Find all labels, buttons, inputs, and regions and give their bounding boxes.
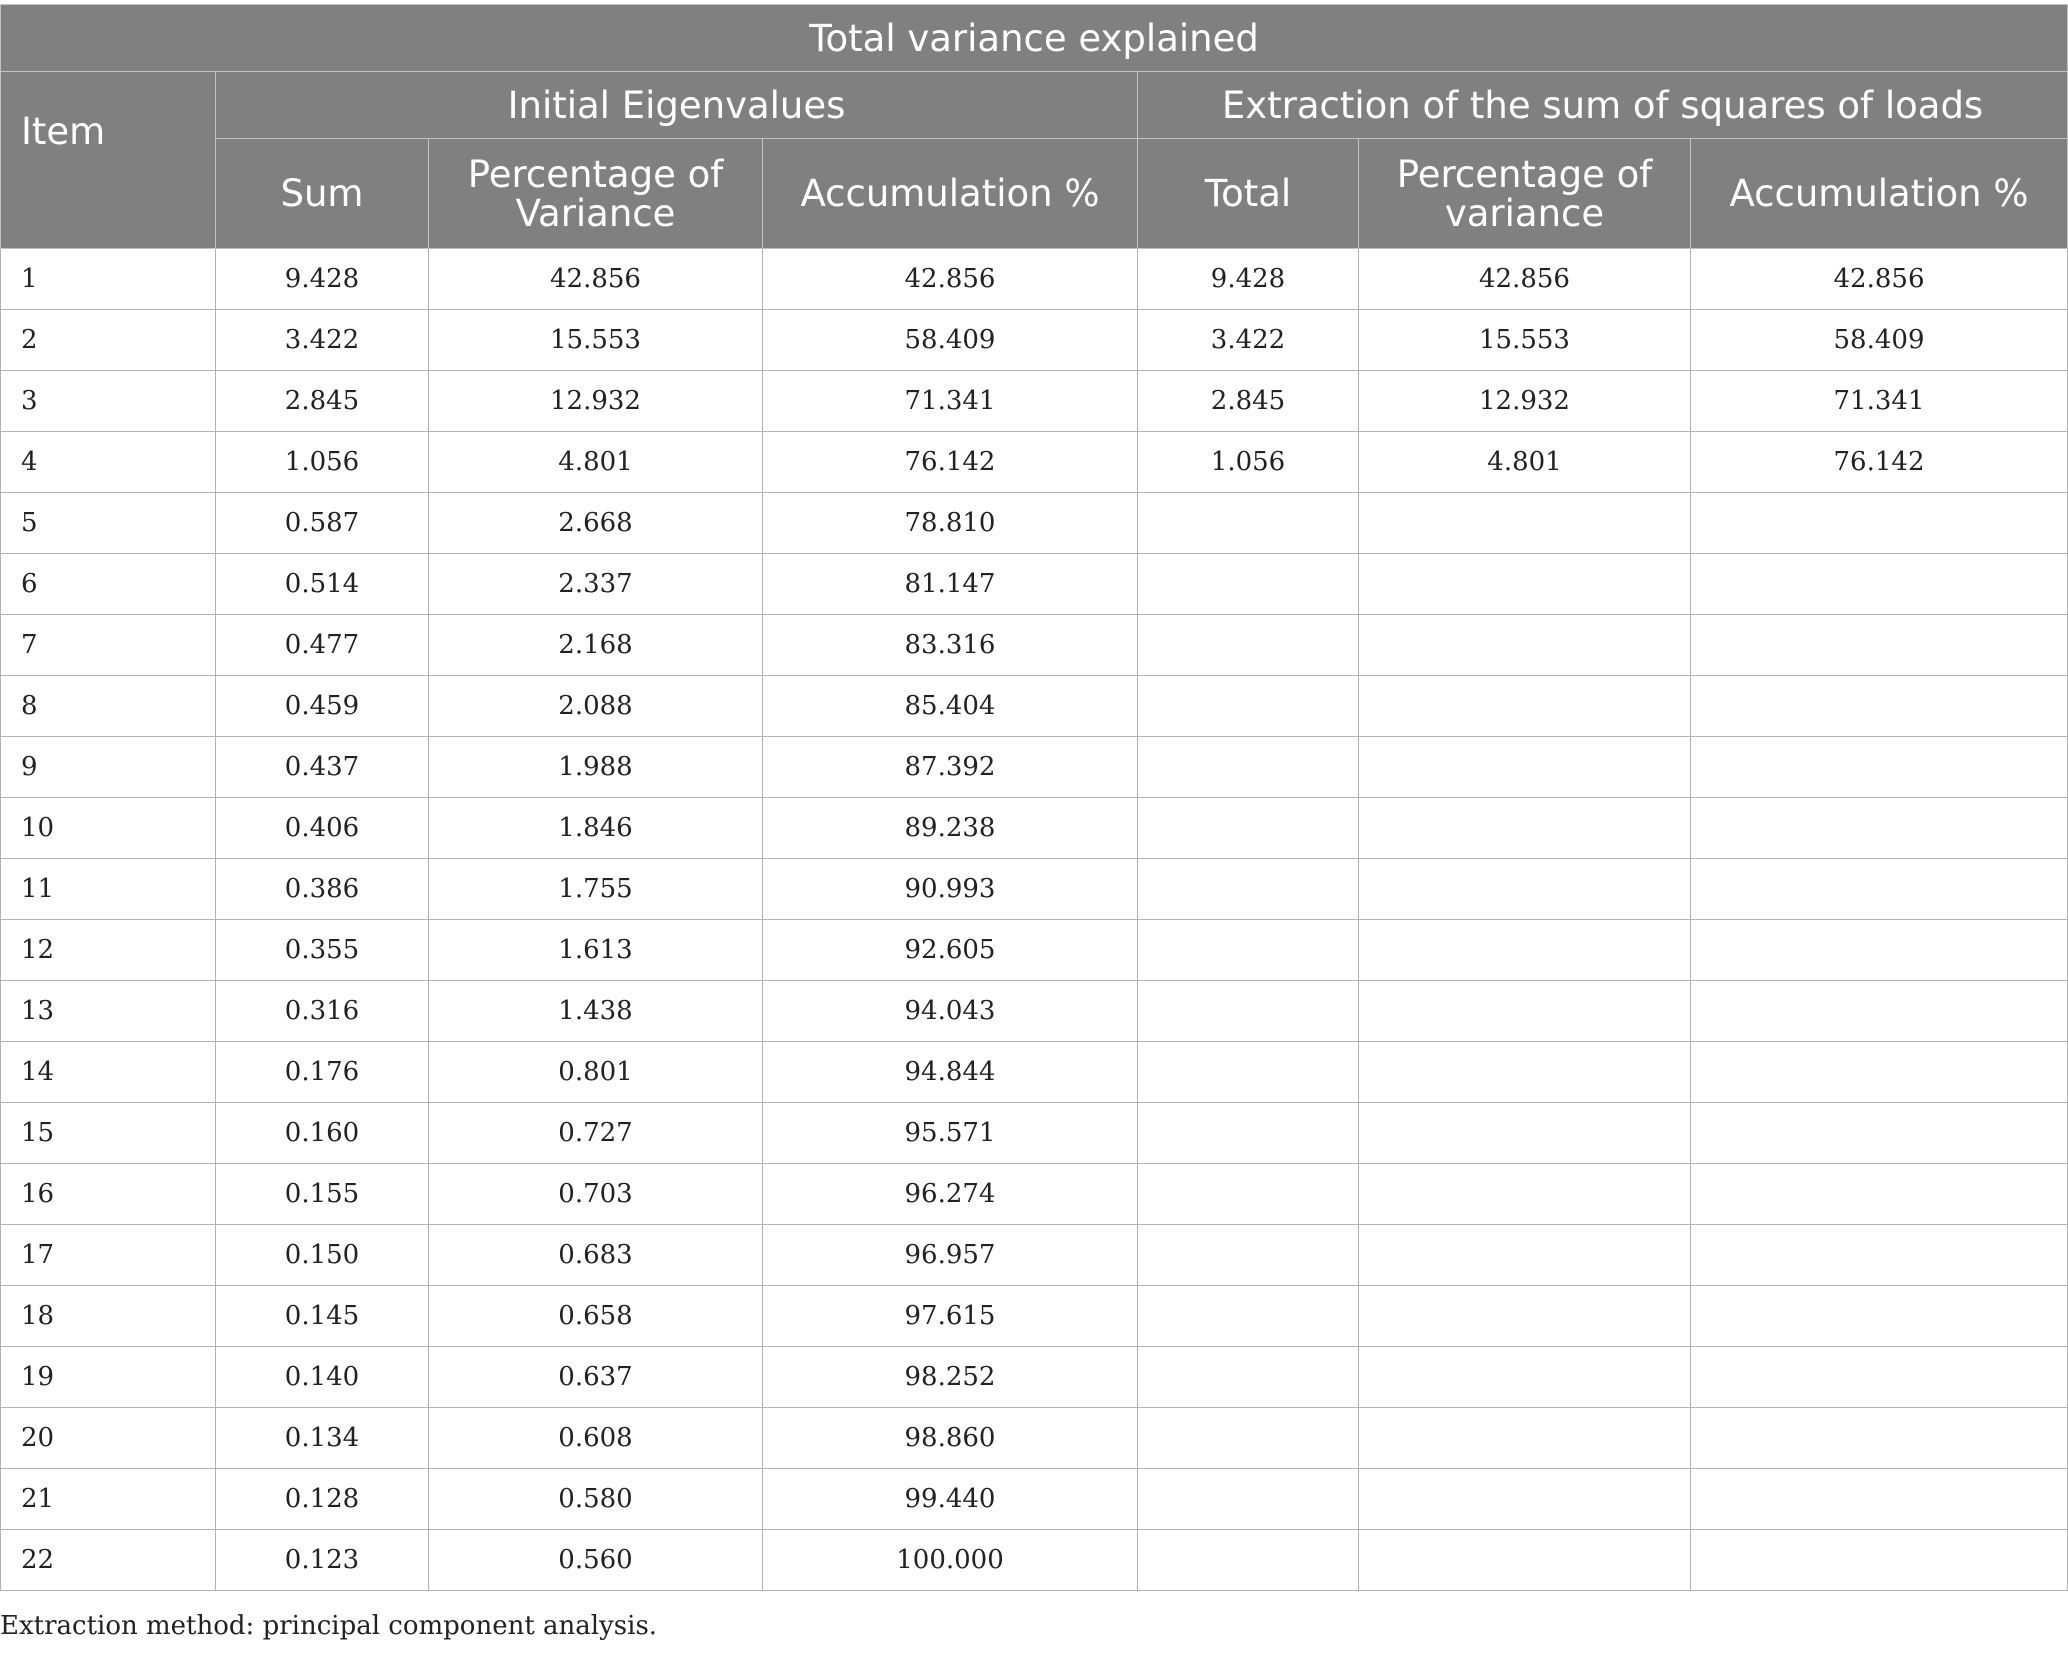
table-row [1,310,2068,371]
sum-cell: 0.128 [216,1469,429,1530]
sum-cell: 9.428 [216,249,429,310]
table-row [1,737,2068,798]
total-cell [1138,1164,1359,1225]
sum-cell: 0.514 [216,554,429,615]
total-cell [1138,1347,1359,1408]
item-cell: 5 [1,493,216,554]
percentage-cell: 2.088 [429,676,763,737]
sum-cell: 0.386 [216,859,429,920]
extraction-accumulation-cell [1691,554,2068,615]
extraction-accumulation-cell [1691,920,2068,981]
table-row [1,920,2068,981]
percentage-of-variance-column-header: Percentage of Variance [429,139,763,249]
extraction-percentage-cell [1359,1042,1691,1103]
total-column-header: Total [1138,139,1359,249]
accumulation-cell: 58.409 [763,310,1138,371]
extraction-percentage-cell: 12.932 [1359,371,1691,432]
accumulation-cell: 92.605 [763,920,1138,981]
extraction-percentage-cell [1359,1286,1691,1347]
total-cell: 3.422 [1138,310,1359,371]
sum-cell: 0.134 [216,1408,429,1469]
sum-cell: 0.355 [216,920,429,981]
accumulation-cell: 87.392 [763,737,1138,798]
total-cell [1138,1408,1359,1469]
item-cell: 4 [1,432,216,493]
extraction-accumulation-cell [1691,1469,2068,1530]
accumulation-cell: 96.957 [763,1225,1138,1286]
accumulation-cell: 98.252 [763,1347,1138,1408]
extraction-accumulation-column-header: Accumulation % [1691,139,2068,249]
table-row [1,1164,2068,1225]
percentage-cell: 12.932 [429,371,763,432]
sum-column-header: Sum [216,139,429,249]
percentage-cell: 1.846 [429,798,763,859]
table-row [1,1469,2068,1530]
total-cell [1138,920,1359,981]
accumulation-cell: 83.316 [763,615,1138,676]
total-cell: 2.845 [1138,371,1359,432]
sum-cell: 3.422 [216,310,429,371]
sum-cell: 0.459 [216,676,429,737]
extraction-percentage-cell [1359,1408,1691,1469]
item-cell: 17 [1,1225,216,1286]
item-column-header: Item [1,72,216,249]
extraction-accumulation-cell [1691,859,2068,920]
total-cell [1138,1103,1359,1164]
sum-cell: 1.056 [216,432,429,493]
table-row [1,798,2068,859]
percentage-cell: 0.608 [429,1408,763,1469]
percentage-cell: 0.658 [429,1286,763,1347]
percentage-cell: 1.988 [429,737,763,798]
percentage-cell: 0.703 [429,1164,763,1225]
total-cell [1138,1469,1359,1530]
extraction-accumulation-cell: 58.409 [1691,310,2068,371]
accumulation-cell: 71.341 [763,371,1138,432]
percentage-cell: 0.683 [429,1225,763,1286]
percentage-cell: 2.337 [429,554,763,615]
item-cell: 16 [1,1164,216,1225]
accumulation-cell: 42.856 [763,249,1138,310]
table-row [1,249,2068,310]
item-cell: 3 [1,371,216,432]
percentage-cell: 0.560 [429,1530,763,1591]
extraction-accumulation-cell [1691,1225,2068,1286]
table-row [1,676,2068,737]
total-cell [1138,1042,1359,1103]
table-row [1,1530,2068,1591]
extraction-accumulation-cell [1691,1164,2068,1225]
extraction-percentage-cell [1359,1530,1691,1591]
item-cell: 9 [1,737,216,798]
table-row [1,493,2068,554]
table-row [1,859,2068,920]
percentage-cell: 0.801 [429,1042,763,1103]
percentage-cell: 42.856 [429,249,763,310]
extraction-percentage-cell [1359,920,1691,981]
table-row [1,615,2068,676]
extraction-accumulation-cell [1691,981,2068,1042]
extraction-percentage-cell [1359,859,1691,920]
sum-cell: 0.123 [216,1530,429,1591]
extraction-accumulation-cell [1691,737,2068,798]
footnote: Extraction method: principal component analysis. [0,1611,658,1641]
extraction-accumulation-cell: 71.341 [1691,371,2068,432]
accumulation-cell: 76.142 [763,432,1138,493]
extraction-accumulation-cell [1691,615,2068,676]
extraction-percentage-cell [1359,1347,1691,1408]
total-cell [1138,1225,1359,1286]
percentage-cell: 1.755 [429,859,763,920]
extraction-accumulation-cell: 76.142 [1691,432,2068,493]
extraction-percentage-cell [1359,737,1691,798]
total-cell [1138,615,1359,676]
initial-eigenvalues-header: Initial Eigenvalues [216,72,1138,139]
item-cell: 15 [1,1103,216,1164]
percentage-cell: 1.438 [429,981,763,1042]
table-row [1,1286,2068,1347]
extraction-accumulation-cell [1691,1347,2068,1408]
total-cell: 1.056 [1138,432,1359,493]
extraction-percentage-cell [1359,1103,1691,1164]
extraction-percentage-cell [1359,798,1691,859]
item-cell: 18 [1,1286,216,1347]
percentage-cell: 0.727 [429,1103,763,1164]
accumulation-cell: 81.147 [763,554,1138,615]
total-cell [1138,676,1359,737]
accumulation-cell: 78.810 [763,493,1138,554]
extraction-percentage-cell [1359,615,1691,676]
accumulation-cell: 90.993 [763,859,1138,920]
sum-cell: 0.145 [216,1286,429,1347]
percentage-cell: 2.168 [429,615,763,676]
percentage-cell: 1.613 [429,920,763,981]
accumulation-cell: 94.844 [763,1042,1138,1103]
total-cell [1138,1286,1359,1347]
item-cell: 14 [1,1042,216,1103]
item-cell: 1 [1,249,216,310]
extraction-accumulation-cell [1691,1042,2068,1103]
extraction-percentage-cell [1359,981,1691,1042]
extraction-percentage-cell [1359,1225,1691,1286]
extraction-accumulation-cell [1691,1408,2068,1469]
sum-cell: 2.845 [216,371,429,432]
accumulation-cell: 95.571 [763,1103,1138,1164]
total-cell [1138,737,1359,798]
sum-cell: 0.160 [216,1103,429,1164]
item-cell: 21 [1,1469,216,1530]
extraction-accumulation-cell [1691,1530,2068,1591]
sum-cell: 0.150 [216,1225,429,1286]
extraction-accumulation-cell [1691,676,2068,737]
table-title: Total variance explained [1,5,2068,72]
total-cell [1138,1530,1359,1591]
sum-cell: 0.406 [216,798,429,859]
extraction-percentage-cell [1359,493,1691,554]
sum-cell: 0.140 [216,1347,429,1408]
table-row [1,432,2068,493]
accumulation-column-header: Accumulation % [763,139,1138,249]
sum-cell: 0.316 [216,981,429,1042]
item-cell: 7 [1,615,216,676]
sum-cell: 0.587 [216,493,429,554]
total-cell [1138,798,1359,859]
accumulation-cell: 97.615 [763,1286,1138,1347]
table-row [1,554,2068,615]
total-cell [1138,554,1359,615]
extraction-percentage-cell [1359,1469,1691,1530]
variance-table [0,4,2068,1591]
item-cell: 22 [1,1530,216,1591]
item-cell: 20 [1,1408,216,1469]
table-body [1,249,2068,1591]
accumulation-cell: 94.043 [763,981,1138,1042]
total-cell [1138,859,1359,920]
extraction-percentage-cell: 4.801 [1359,432,1691,493]
total-cell: 9.428 [1138,249,1359,310]
table-row [1,1042,2068,1103]
percentage-cell: 15.553 [429,310,763,371]
table-row [1,1347,2068,1408]
accumulation-cell: 85.404 [763,676,1138,737]
extraction-sums-header: Extraction of the sum of squares of loads [1138,72,2068,139]
item-cell: 6 [1,554,216,615]
extraction-accumulation-cell [1691,493,2068,554]
item-cell: 12 [1,920,216,981]
table-row [1,1103,2068,1164]
extraction-accumulation-cell [1691,798,2068,859]
accumulation-cell: 99.440 [763,1469,1138,1530]
percentage-cell: 0.637 [429,1347,763,1408]
item-cell: 2 [1,310,216,371]
table-row [1,1225,2068,1286]
sum-cell: 0.437 [216,737,429,798]
extraction-percentage-cell: 42.856 [1359,249,1691,310]
extraction-percentage-cell [1359,554,1691,615]
item-cell: 11 [1,859,216,920]
extraction-accumulation-cell [1691,1103,2068,1164]
item-cell: 8 [1,676,216,737]
item-cell: 19 [1,1347,216,1408]
accumulation-cell: 89.238 [763,798,1138,859]
extraction-accumulation-cell: 42.856 [1691,249,2068,310]
total-cell [1138,981,1359,1042]
percentage-cell: 4.801 [429,432,763,493]
table-row [1,371,2068,432]
extraction-percentage-cell: 15.553 [1359,310,1691,371]
variance-table-container [0,4,2068,1591]
sum-cell: 0.477 [216,615,429,676]
total-cell [1138,493,1359,554]
extraction-accumulation-cell [1691,1286,2068,1347]
item-cell: 13 [1,981,216,1042]
accumulation-cell: 96.274 [763,1164,1138,1225]
sum-cell: 0.155 [216,1164,429,1225]
percentage-cell: 2.668 [429,493,763,554]
percentage-cell: 0.580 [429,1469,763,1530]
table-row [1,1408,2068,1469]
item-cell: 10 [1,798,216,859]
sum-cell: 0.176 [216,1042,429,1103]
table-row [1,981,2068,1042]
accumulation-cell: 100.000 [763,1530,1138,1591]
extraction-percentage-cell [1359,676,1691,737]
accumulation-cell: 98.860 [763,1408,1138,1469]
extraction-percentage-cell [1359,1164,1691,1225]
extraction-percentage-of-variance-column-header: Percentage of variance [1359,139,1691,249]
